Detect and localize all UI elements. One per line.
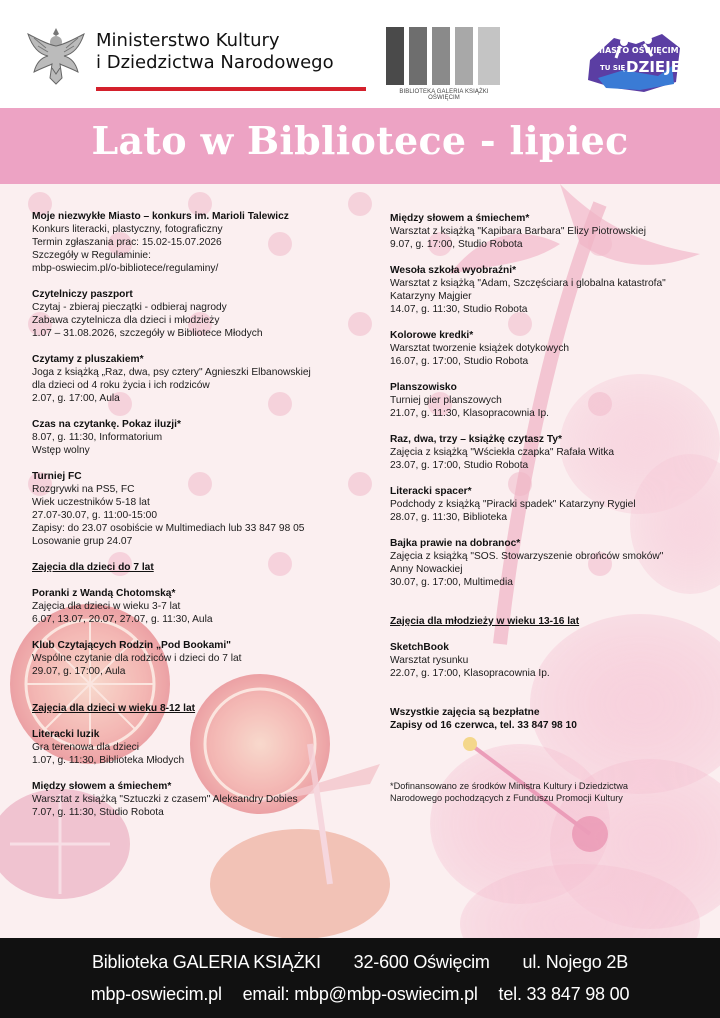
footer-email-link[interactable]: email: mbp@mbp-oswiecim.pl [242,984,478,1004]
event-item [390,212,690,251]
section-heading-under-7: Zajęcia dla dzieci do 7 lat [32,562,154,573]
event-title: Raz, dwa, trzy – książkę czytasz Ty* [390,434,562,445]
event-item [390,641,690,680]
event-line: 22.07, g. 17:00, Klasopracownia Ip. [390,668,550,679]
event-title: SketchBook [390,642,449,653]
event-line: 6.07, 13.07, 20.07, 27.07, g. 11:30, Aula [32,614,213,625]
event-item [32,288,362,340]
event-title: Czytamy z pluszakiem* [32,354,144,365]
event-line: Zajęcia z książką "SOS. Stowarzyszenie obrońców smoków" [390,551,664,562]
left-column [32,210,362,832]
section-heading-8-12: Zajęcia dla dzieci w wieku 8-12 lat [32,703,196,714]
event-title: Turniej FC [32,471,82,482]
library-logo [386,27,502,101]
section-heading-13-16: Zajęcia dla młodzieży w wieku 13-16 lat [390,616,580,627]
event-line: 7.07, g. 11:30, Studio Robota [32,807,164,818]
free-info-line1: Wszystkie zajęcia są bezpłatne [390,707,540,718]
event-line: 8.07, g. 11:30, Informatorium [32,432,163,443]
event-line: 1.07 – 31.08.2026, szczegóły w Bibliotece Młodych [32,328,263,339]
event-line: 27.07-30.07, g. 11:00-15:00 [32,510,157,521]
event-item [390,433,690,472]
event-line: Warsztat z książką "Sztuczki z czasem" Aleksandry Dobies [32,794,298,805]
event-line: dla dzieci od 4 roku życia i ich rodziców [32,380,210,391]
event-line: Losowanie grup 24.07 [32,536,133,547]
free-info [390,706,690,732]
event-line: Czytaj - zbieraj pieczątki - odbieraj nagrody [32,302,227,313]
footer-library-name: Biblioteka GALERIA KSIĄŻKI [91,952,321,972]
content-area [0,184,720,938]
event-line: Wiek uczestników 5-18 lat [32,497,150,508]
event-line: 23.07, g. 17:00, Studio Robota [390,460,529,471]
ministry-red-rule [96,87,366,91]
event-line: 30.07, g. 17:00, Multimedia [390,577,513,588]
library-logo-caption: BIBLIOTEKA GALERIA KSIĄŻKI OŚWIĘCIM [399,89,489,101]
event-line: 28.07, g. 11:30, Biblioteka [390,512,508,523]
event-title: Wesoła szkoła wyobraźni* [390,265,517,276]
event-line: 29.07, g. 17:00, Aula [32,666,126,677]
event-item [390,329,690,368]
event-line: Termin zgłaszania prac: 15.02-15.07.2026 [32,237,222,248]
event-line: 14.07, g. 11:30, Studio Robota [390,304,528,315]
event-line: Wstęp wolny [32,445,90,456]
event-item [32,210,362,275]
event-line: Warsztat z książką "Adam, Szczęściara i globalna katastrofa" [390,278,666,289]
event-item [390,485,690,524]
library-logo-bar [409,27,427,85]
event-link[interactable]: mbp-oswiecim.pl/o-bibliotece/regulaminy/ [32,263,219,274]
page-footer [0,938,720,1018]
funding-note-line1: *Dofinansowano ze środków Ministra Kultury i Dziedzictwa [390,781,628,791]
event-line: 21.07, g. 11:30, Klasopracownia Ip. [390,408,549,419]
funding-note [390,780,690,804]
event-title: Poranki z Wandą Chotomską* [32,588,176,599]
event-title: Planszowisko [390,382,457,393]
event-line: Szczegóły w Regulaminie: [32,250,151,261]
event-title: Literacki spacer* [390,486,472,497]
city-logo-line3: DZIEJE! [626,58,688,76]
event-line: 9.07, g. 17:00, Studio Robota [390,239,523,250]
ministry-name-line2: i Dziedzictwa Narodowego [96,52,334,73]
footer-contact-row [0,984,720,1005]
event-line: Joga z książką „Raz, dwa, psy cztery" Agnieszki Elbanowskiej [32,367,311,378]
ministry-name-line1: Ministerstwo Kultury [96,30,280,51]
event-line: Wspólne czytanie dla rodziców i dzieci do 7 lat [32,653,242,664]
event-title: Bajka prawie na dobranoc* [390,538,521,549]
footer-street: ul. Nojego 2B [522,952,629,972]
event-title: Czytelniczy paszport [32,289,133,300]
event-item [390,381,690,420]
event-title: Moje niezwykłe Miasto – konkurs im. Marioli Talewicz [32,211,289,222]
event-item [32,418,362,457]
event-line: Turniej gier planszowych [390,395,502,406]
event-line: Warsztat rysunku [390,655,469,666]
event-line: Anny Nowackiej [390,564,463,575]
event-line: Zajęcia z książką "Wściekła czapka" Rafała Witka [390,447,615,458]
right-column [390,212,690,804]
event-line: Katarzyny Majgier [390,291,472,302]
event-title: Literacki luzik [32,729,100,740]
event-line: Zajęcia dla dzieci w wieku 3-7 lat [32,601,181,612]
event-item [32,639,362,678]
page-header [0,0,720,108]
city-logo-line1: MIASTO OŚWIĘCIM [594,46,679,55]
footer-website-link[interactable]: mbp-oswiecim.pl [90,984,222,1004]
event-line: Gra terenowa dla dzieci [32,742,140,753]
event-line: Warsztat z książką "Kapibara Barbara" Elizy Piotrowskiej [390,226,646,237]
page-title: Lato w Bibliotece - lipiec [91,118,629,163]
event-line: Zabawa czytelnicza dla dzieci i młodzieży [32,315,220,326]
event-item [390,264,690,316]
event-title: Klub Czytających Rodzin „Pod Bookami" [32,640,231,651]
library-logo-bar [432,27,450,85]
event-item [390,537,690,589]
event-title: Między słowem a śmiechem* [32,781,172,792]
event-line: 1.07, g. 11:30, Biblioteka Młodych [32,755,185,766]
event-line: Rozgrywki na PS5, FC [32,484,135,495]
footer-postal: 32-600 Oświęcim [353,952,490,972]
free-info-line2: Zapisy od 16 czerwca, tel. 33 847 98 10 [390,720,577,731]
event-line: Podchody z książką "Piracki spadek" Katarzyny Rygiel [390,499,636,510]
title-band [0,108,720,184]
city-logo [584,30,688,96]
event-item [32,780,362,819]
event-item [32,587,362,626]
funding-note-line2: Narodowego pochodzących z Funduszu Promocji Kultury [390,793,623,803]
ministry-logo [26,24,346,94]
polish-eagle-icon [26,24,86,88]
footer-address-row [0,952,720,973]
city-logo-line2: TU SIĘ [600,64,626,72]
event-line: Konkurs literacki, plastyczny, fotograficzny [32,224,223,235]
library-logo-bar [478,27,500,85]
event-line: 16.07, g. 17:00, Studio Robota [390,356,529,367]
event-item [32,353,362,405]
event-title: Kolorowe kredki* [390,330,474,341]
event-item [32,728,362,767]
event-title: Między słowem a śmiechem* [390,213,530,224]
library-logo-bar [386,27,404,85]
event-line: Warsztat tworzenie książek dotykowych [390,343,570,354]
event-line: Zapisy: do 23.07 osobiście w Multimediach lub 33 847 98 05 [32,523,305,534]
event-item [32,470,362,548]
event-line: 2.07, g. 17:00, Aula [32,393,120,404]
event-title: Czas na czytankę. Pokaz iluzji* [32,419,181,430]
library-logo-bar [455,27,473,85]
footer-phone: tel. 33 847 98 00 [498,984,630,1004]
